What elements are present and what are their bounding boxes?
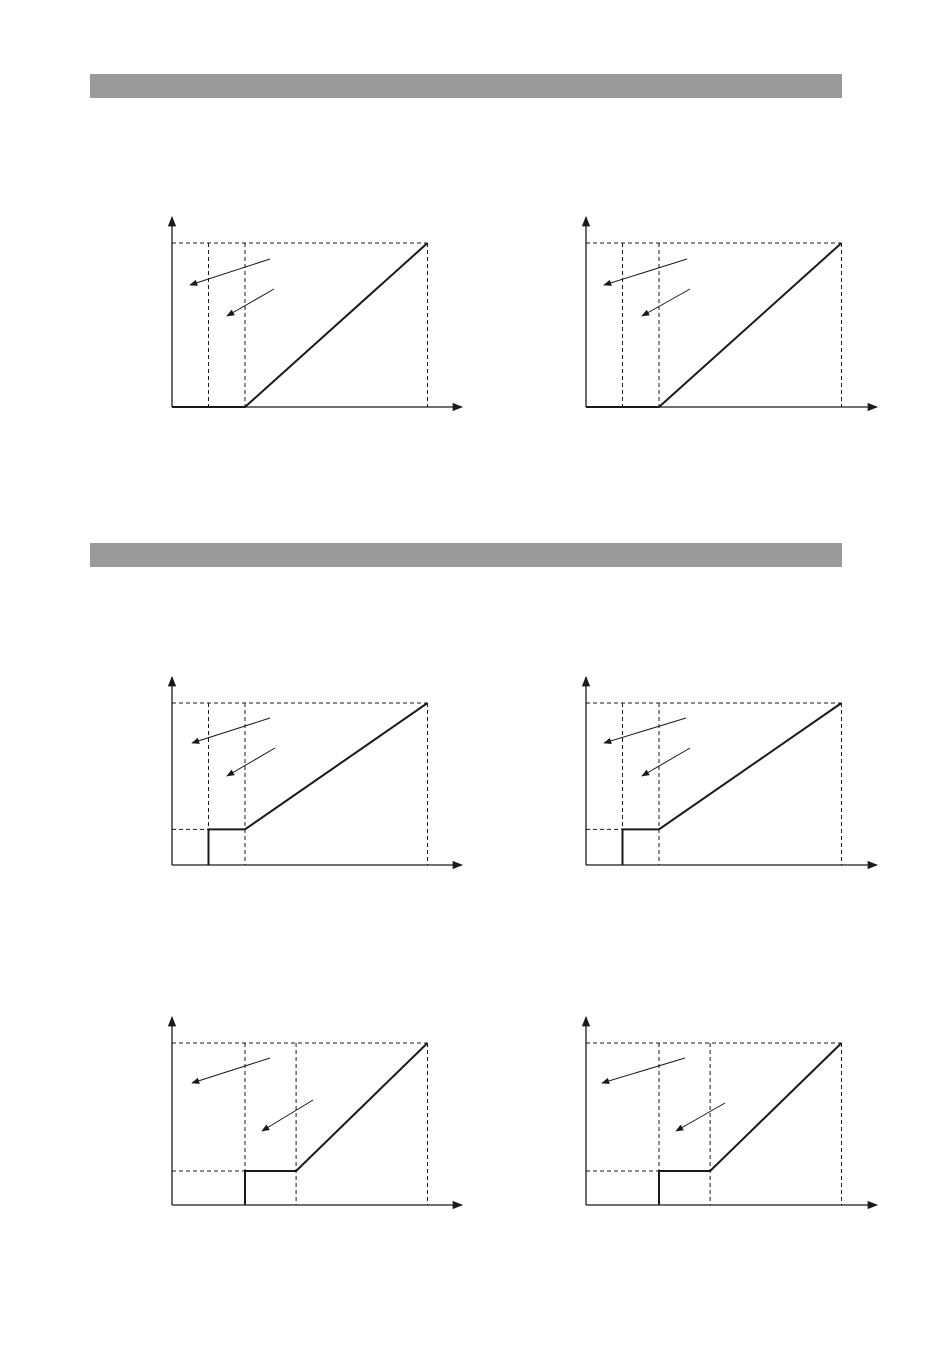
callout-arrow-1	[602, 1058, 685, 1083]
callout-arrow-1	[190, 259, 270, 285]
characteristic-line	[172, 243, 428, 407]
callout-arrow-1	[192, 1058, 270, 1083]
callout-arrow-2	[642, 289, 690, 316]
characteristic-line	[586, 243, 842, 407]
diagram-panel-6	[586, 1017, 877, 1205]
diagram-panel-2	[586, 217, 877, 407]
characteristic-line	[245, 1043, 428, 1205]
characteristic-line	[659, 1043, 842, 1205]
callout-arrow-2	[676, 1103, 725, 1131]
diagram-panel-1	[172, 217, 462, 407]
callout-arrow-1	[192, 718, 270, 743]
diagram-panel-4	[586, 677, 877, 865]
callout-arrow-2	[642, 748, 690, 776]
callout-arrow-2	[227, 289, 274, 316]
callout-arrow-1	[604, 718, 686, 743]
diagram-panel-5	[172, 1017, 462, 1205]
callout-arrow-1	[604, 259, 687, 285]
diagram-panel-3	[172, 677, 462, 865]
callout-arrow-2	[262, 1100, 313, 1131]
callout-arrow-2	[227, 748, 275, 776]
